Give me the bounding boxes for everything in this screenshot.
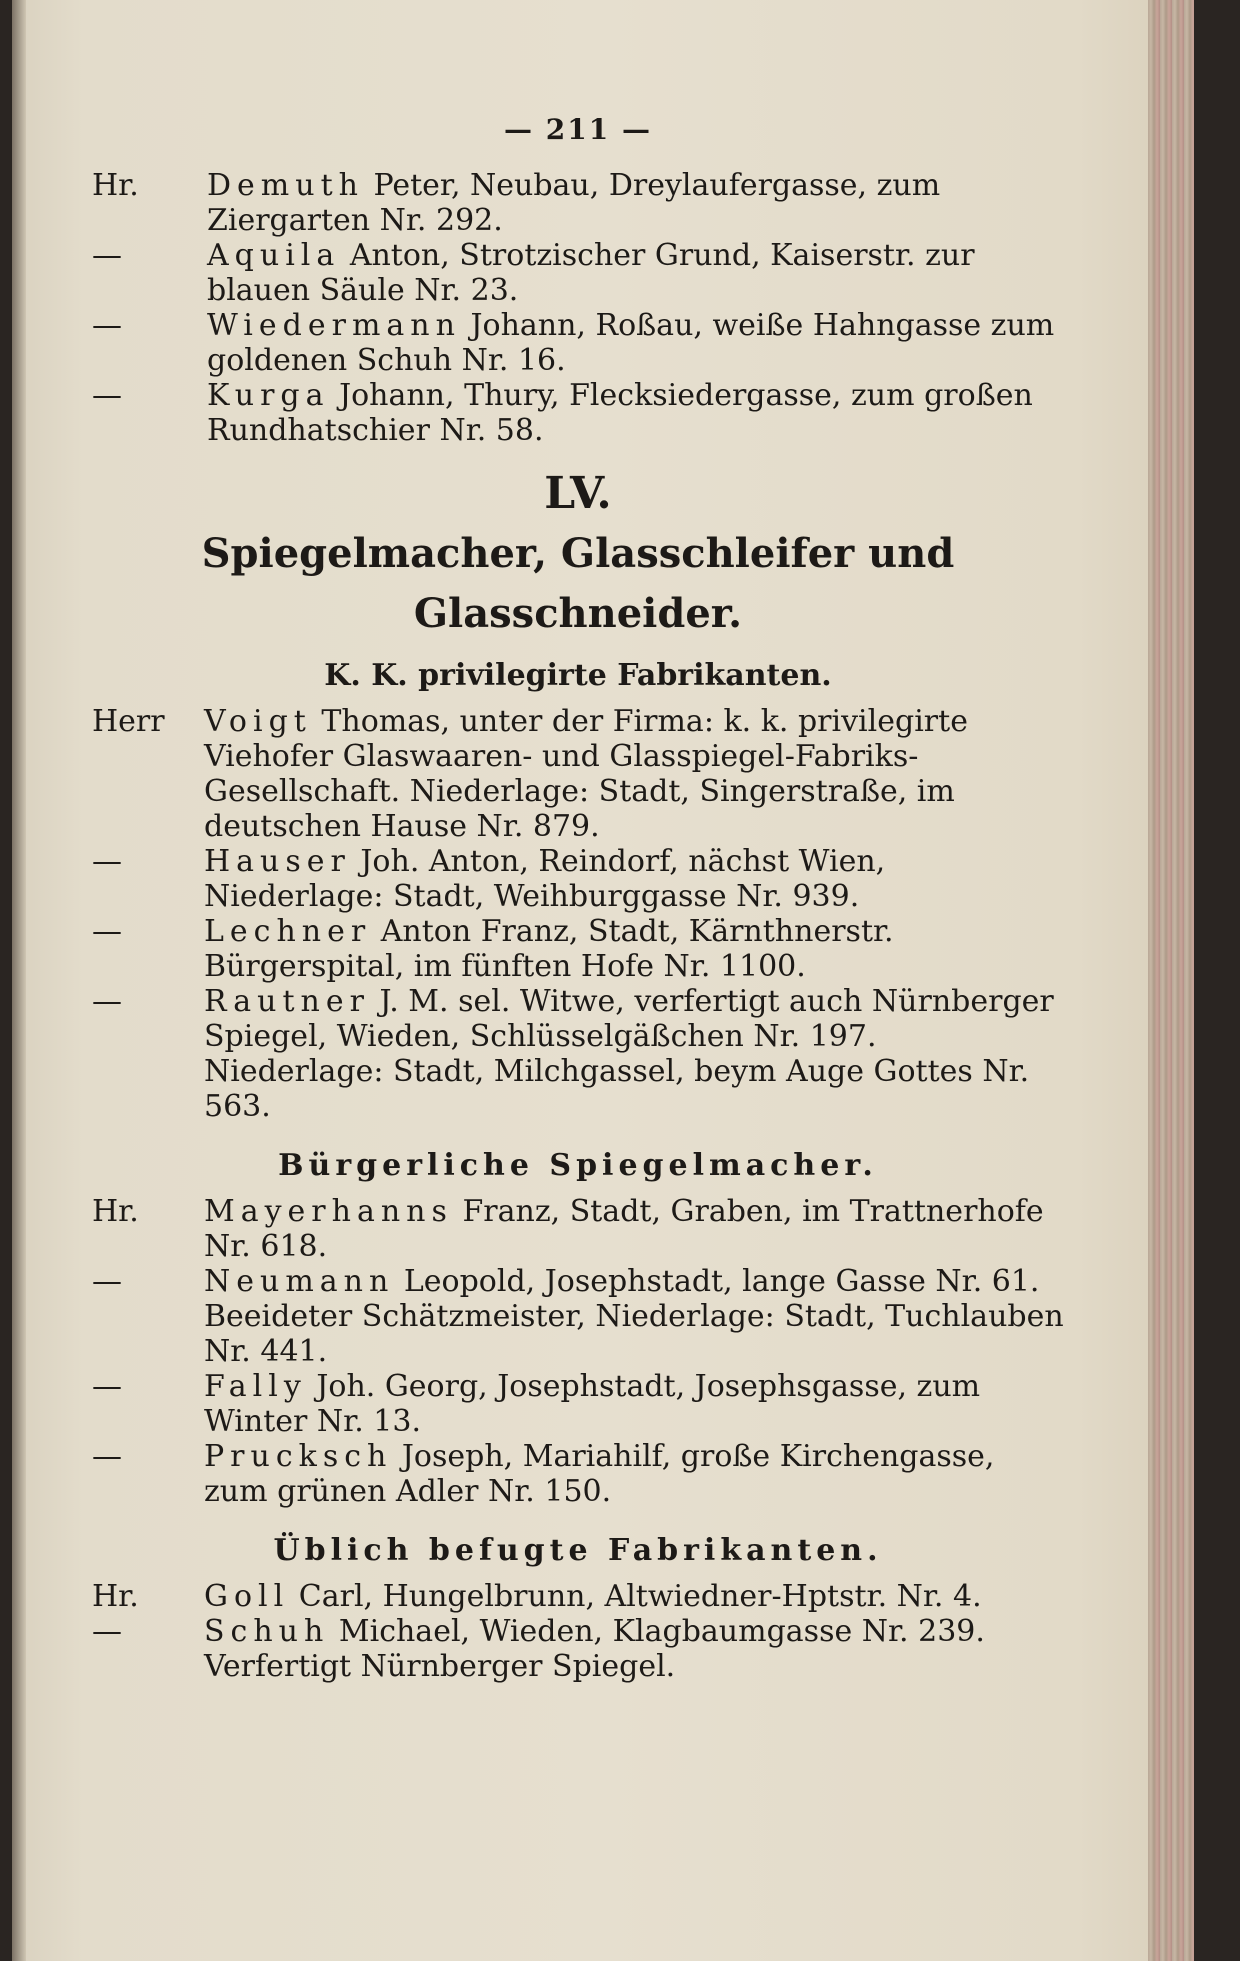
entry-prefix: Herr [92,704,165,739]
entry-prefix: Hr. [92,168,139,203]
entry-text: J. M. sel. Witwe, verfertigt auch Nürnberger Spiegel, Wieden, Schlüsselgäßchen Nr. 197. Niederlage: Stadt, Milchgassel, beym Auge Gottes Nr. 563. [204,984,1054,1124]
directory-entry [92,1614,1064,1684]
directory-entry [92,844,1064,914]
entry-name: Prucksch [204,1439,393,1474]
entry-text: Joh. Georg, Josephstadt, Josephsgasse, zum Winter Nr. 13. [204,1369,981,1439]
directory-entry [92,378,1064,448]
book-page [12,0,1194,1961]
directory-entry [92,1439,1064,1509]
page-content [92,110,1064,1684]
entry-prefix: Hr. [92,1194,139,1229]
entry-text: Joseph, Mariahilf, große Kirchengasse, zum grünen Adler Nr. 150. [204,1439,995,1509]
entry-text: Michael, Wieden, Klagbaumgasse Nr. 239. Verfertigt Nürnberger Spiegel. [204,1614,985,1684]
entry-text: Peter, Neubau, Dreylaufergasse, zum Ziergarten Nr. 292. [207,168,941,238]
entry-name: Aquila [207,238,341,273]
directory-entry [92,1264,1064,1369]
entry-prefix: — [92,1439,122,1474]
page-number: — 211 — [504,113,652,146]
entry-prefix: — [92,844,122,879]
entry-text: Thomas, unter der Firma: k. k. privilegirte Viehofer Glaswaaren- und Glasspiegel-Fabriks-Gesellschaft. Niederlage: Stadt, Singerstraße, im deutschen Hause Nr. 879. [204,704,968,844]
entry-name: Rautner [204,984,370,1019]
entry-prefix: — [92,984,122,1019]
directory-entry [92,914,1064,984]
entry-name: Goll [204,1579,290,1614]
subheading-privileged: K. K. privilegirte Fabrikanten. [324,658,832,693]
directory-entry [92,1579,1064,1614]
entry-name: Neumann [204,1264,395,1299]
entry-text: Anton Franz, Stadt, Kärnthnerstr. Bürgerspital, im fünften Hofe Nr. 1100. [204,914,894,984]
section-number: LV. [544,468,612,519]
entry-text: Franz, Stadt, Graben, im Trattnerhofe Nr. 618. [204,1194,1044,1264]
entry-prefix: — [92,914,122,949]
subheading-authorized: Üblich befugte Fabrikanten. [273,1533,883,1568]
entry-name: Lechner [204,914,372,949]
directory-entry [92,168,1064,238]
directory-entry [92,1369,1064,1439]
entry-text: Johann, Roßau, weiße Hahngasse zum goldenen Schuh Nr. 16. [207,308,1055,378]
entry-text: Carl, Hungelbrunn, Altwiedner-Hptstr. Nr. 4. [298,1579,982,1614]
entry-text: Anton, Strotzischer Grund, Kaiserstr. zur blauen Säule Nr. 23. [207,238,975,308]
directory-entry [92,704,1064,844]
entry-name: Mayerhanns [204,1194,453,1229]
entry-name: Voigt [204,704,312,739]
entry-prefix: — [92,1264,122,1299]
entry-name: Demuth [207,168,364,203]
entry-prefix: — [92,378,122,413]
entry-prefix: — [92,308,122,343]
entry-name: Schuh [204,1614,330,1649]
directory-entry [92,238,1064,308]
subheading-citizen: Bürgerliche Spiegelmacher. [278,1148,878,1183]
entry-text: Joh. Anton, Reindorf, nächst Wien, Niederlage: Stadt, Weihburggasse Nr. 939. [204,844,886,914]
entry-text: Leopold, Josephstadt, lange Gasse Nr. 61. Beeideter Schätzmeister, Niederlage: Stadt, Tuchlauben Nr. 441. [204,1264,1064,1369]
entry-name: Hauser [204,844,351,879]
entry-text: Johann, Thury, Flecksiedergasse, zum großen Rundhatschier Nr. 58. [207,378,1033,448]
entry-name: Kurga [207,378,330,413]
entry-prefix: — [92,1614,122,1649]
entry-name: Fally [204,1369,307,1404]
entry-prefix: — [92,238,122,273]
directory-entry [92,1194,1064,1264]
spine-shadow [12,0,26,1961]
section-title: Spiegelmacher, Glasschleifer und Glasschneider. [201,530,955,637]
directory-entry [92,984,1064,1124]
page-edge [1148,0,1194,1961]
directory-entry [92,308,1064,378]
entry-prefix: Hr. [92,1579,139,1614]
entry-name: Wiedermann [207,308,461,343]
entry-prefix: — [92,1369,122,1404]
